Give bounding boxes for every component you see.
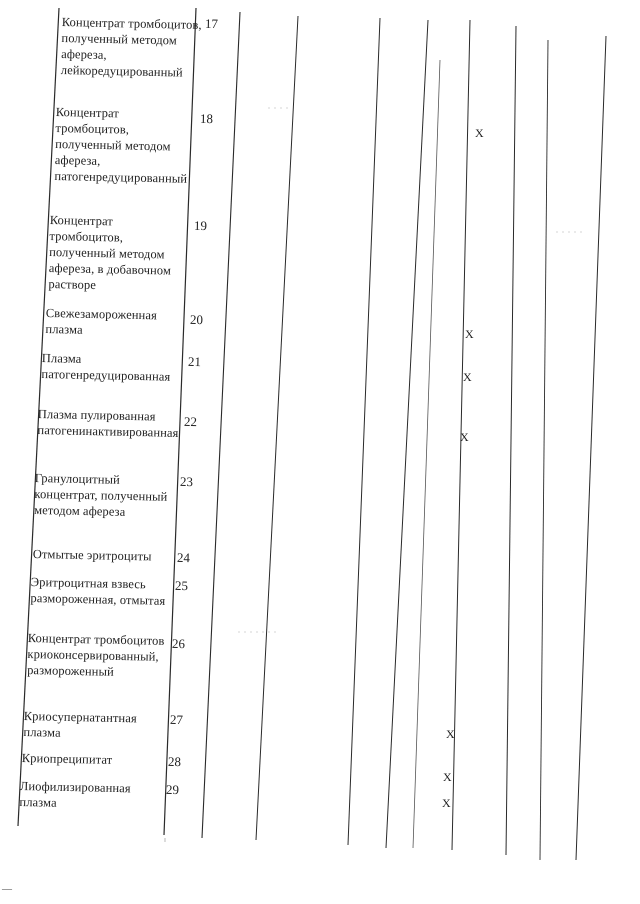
row-18-number: 18 bbox=[199, 110, 214, 127]
row-24-number: 24 bbox=[176, 549, 191, 566]
row-21-mark: X bbox=[463, 370, 472, 384]
row-23-number: 23 bbox=[179, 473, 194, 490]
footer-mark: — bbox=[2, 884, 12, 895]
row-26-number: 26 bbox=[171, 635, 186, 652]
row-20-number: 20 bbox=[189, 311, 204, 328]
row-28-mark: X bbox=[443, 770, 452, 784]
row-24-name: Отмытые эритроциты bbox=[32, 546, 152, 564]
row-22-number: 22 bbox=[183, 413, 198, 430]
row-21-number: 21 bbox=[187, 353, 202, 370]
row-25-name: Эритроцитная взвесь размороженная, отмытая bbox=[30, 574, 166, 608]
row-19-name: Концентрат тромбоцитов, полученный методом афереза, в добавочном растворе bbox=[48, 212, 172, 292]
row-17-number: 17 bbox=[204, 15, 219, 32]
row-27-name: Криосупернатантная плазма bbox=[23, 708, 137, 740]
row-21-name: Плазма патогенредуцированная bbox=[41, 350, 171, 384]
row-20-name: Свежезамороженная плазма bbox=[45, 305, 158, 337]
column-line-8 bbox=[506, 26, 516, 855]
row-19-number: 19 bbox=[193, 217, 208, 234]
column-line-9 bbox=[540, 40, 548, 860]
row-29-name: Лиофилизированная плазма bbox=[19, 778, 131, 810]
column-line-3 bbox=[256, 16, 298, 840]
row-28-name: Криопреципитат bbox=[21, 750, 113, 767]
row-27-number: 27 bbox=[169, 711, 184, 728]
column-line-10 bbox=[576, 36, 606, 860]
row-29-mark: X bbox=[442, 796, 451, 810]
column-line-4 bbox=[348, 18, 380, 845]
row-22-name: Плазма пулированная патогенинактивированная bbox=[37, 406, 179, 440]
row-26-name: Концентрат тромбоцитов криоконсервированный, размороженный bbox=[27, 630, 165, 679]
row-20-mark: X bbox=[465, 327, 474, 341]
row-29-number: 29 bbox=[165, 781, 180, 798]
row-23-name: Гранулоцитный концентрат, полученный методом афереза bbox=[34, 470, 168, 519]
row-18-name: Концентрат тромбоцитов, полученный методом афереза, патогенредуцированный bbox=[54, 104, 188, 186]
row-18-mark: X bbox=[475, 126, 484, 140]
row-27-mark: X bbox=[446, 727, 455, 741]
row-22-mark: X bbox=[460, 430, 469, 444]
row-28-number: 28 bbox=[167, 753, 182, 770]
column-line-6 bbox=[413, 60, 440, 848]
row-25-number: 25 bbox=[174, 577, 189, 594]
column-line-5 bbox=[386, 20, 428, 848]
row-17-name: Концентрат тромбоцитов, полученный методом афереза, лейкоредуцированный bbox=[60, 14, 202, 80]
